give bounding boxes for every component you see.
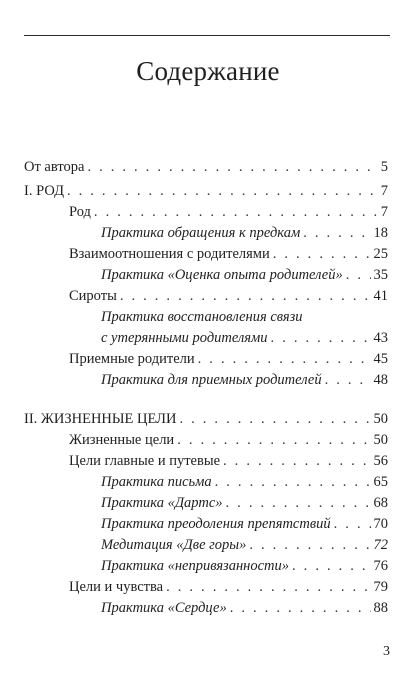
toc-entry-life-goals[interactable] xyxy=(0,429,416,451)
toc-entry-page: 65 xyxy=(373,474,388,490)
toc-entry-label: Практика для приемных родителей xyxy=(101,372,322,388)
toc-entry-label: Цели и чувства xyxy=(69,579,164,595)
dot-leader xyxy=(346,264,371,286)
toc-entry-page: 68 xyxy=(373,495,388,511)
toc-entry-page: 35 xyxy=(373,267,388,283)
toc-entry-page: 48 xyxy=(373,372,388,388)
toc-entry-label: I. РОД xyxy=(24,183,64,199)
page-title: Содержание xyxy=(136,56,280,86)
toc-entry-label: Медитация «Две горы» xyxy=(101,537,247,553)
dot-leader xyxy=(67,180,378,202)
toc-entry-adoptive-parents[interactable] xyxy=(0,348,416,370)
toc-entry-page: 56 xyxy=(373,453,388,469)
dot-leader xyxy=(273,243,371,265)
toc-entry-page: 50 xyxy=(373,411,388,427)
dot-leader xyxy=(177,429,370,451)
toc-entry-page: 18 xyxy=(373,225,388,241)
toc-entry-label-line1[interactable]: Практика восстановления связи xyxy=(101,309,303,325)
toc-entry-non-attachment-practice[interactable] xyxy=(0,555,416,577)
toc-entry-label: Приемные родители xyxy=(69,351,195,367)
toc-entry-label: Сироты xyxy=(69,288,117,304)
toc-entry-ancestors-practice[interactable] xyxy=(0,222,416,244)
toc-entry-parents-experience-practice[interactable] xyxy=(0,264,416,286)
dot-leader xyxy=(271,327,371,349)
toc-entry-page: 25 xyxy=(373,246,388,262)
dot-leader xyxy=(215,471,371,493)
dot-leader xyxy=(230,597,371,619)
dot-leader xyxy=(87,156,377,178)
toc-entry-parent-relations[interactable] xyxy=(0,243,416,265)
dot-leader xyxy=(94,201,378,223)
toc-entry-two-mountains-meditation[interactable] xyxy=(0,534,416,556)
toc-entry-label: Жизненные цели xyxy=(69,432,175,448)
toc-entry-page: 7 xyxy=(380,204,388,220)
toc-entry-part-2[interactable] xyxy=(0,408,416,430)
toc-entry-letter-practice[interactable] xyxy=(0,471,416,493)
dot-leader xyxy=(292,555,370,577)
toc-entry-page: 41 xyxy=(373,288,388,304)
toc-entry-reconnect-practice[interactable] xyxy=(0,327,416,349)
toc-entry-main-goals[interactable] xyxy=(0,450,416,472)
toc-entry-page: 5 xyxy=(380,159,388,175)
toc-entry-darts-practice[interactable] xyxy=(0,492,416,514)
toc-entry-from-author[interactable] xyxy=(0,156,416,178)
dot-leader xyxy=(120,285,371,307)
toc-entry-label: Практика «Оценка опыта родителей» xyxy=(101,267,343,283)
toc-entry-page: 43 xyxy=(373,330,388,346)
dot-leader xyxy=(249,534,370,556)
toc-entry-label: Практика «Сердце» xyxy=(101,600,227,616)
toc-entry-orphans[interactable] xyxy=(0,285,416,307)
toc-entry-page: 79 xyxy=(373,579,388,595)
toc-entry-adoptive-practice[interactable] xyxy=(0,369,416,391)
dot-leader xyxy=(303,222,370,244)
dot-leader xyxy=(198,348,371,370)
toc-entry-label: с утерянными родителями xyxy=(101,330,268,346)
toc-entry-page: 88 xyxy=(373,600,388,616)
toc-entry-page: 70 xyxy=(373,516,388,532)
dot-leader xyxy=(179,408,370,430)
dot-leader xyxy=(325,369,371,391)
toc-entry-goals-and-feelings[interactable] xyxy=(0,576,416,598)
toc-entry-page: 50 xyxy=(373,432,388,448)
toc-entry-part-1[interactable] xyxy=(0,180,416,202)
toc-entry-label: Практика обращения к предкам xyxy=(101,225,301,241)
toc-entry-label: Практика «Дартс» xyxy=(101,495,223,511)
dot-leader xyxy=(223,450,370,472)
toc-entry-page: 7 xyxy=(380,183,388,199)
toc-entry-page: 45 xyxy=(373,351,388,367)
toc-entry-label: Практика письма xyxy=(101,474,212,490)
page-number: 3 xyxy=(383,644,390,659)
toc-entry-label: Практика преодоления препятствий xyxy=(101,516,331,532)
dot-leader xyxy=(226,492,371,514)
dot-leader xyxy=(334,513,371,535)
toc-entry-heart-practice[interactable] xyxy=(0,597,416,619)
toc-entry-label: II. ЖИЗНЕННЫЕ ЦЕЛИ xyxy=(24,411,177,427)
toc-entry-label: Цели главные и путевые xyxy=(69,453,221,469)
toc-entry-obstacles-practice[interactable] xyxy=(0,513,416,535)
toc-entry-label: Род xyxy=(69,204,91,220)
toc-entry-label: От автора xyxy=(24,159,85,175)
toc-entry-label: Взаимоотношения с родителями xyxy=(69,246,270,262)
toc-entry-page: 76 xyxy=(373,558,388,574)
dot-leader xyxy=(166,576,370,598)
toc-entry-rod[interactable] xyxy=(0,201,416,223)
toc-entry-label: Практика «непривязанности» xyxy=(101,558,290,574)
toc-entry-page: 72 xyxy=(373,537,388,553)
